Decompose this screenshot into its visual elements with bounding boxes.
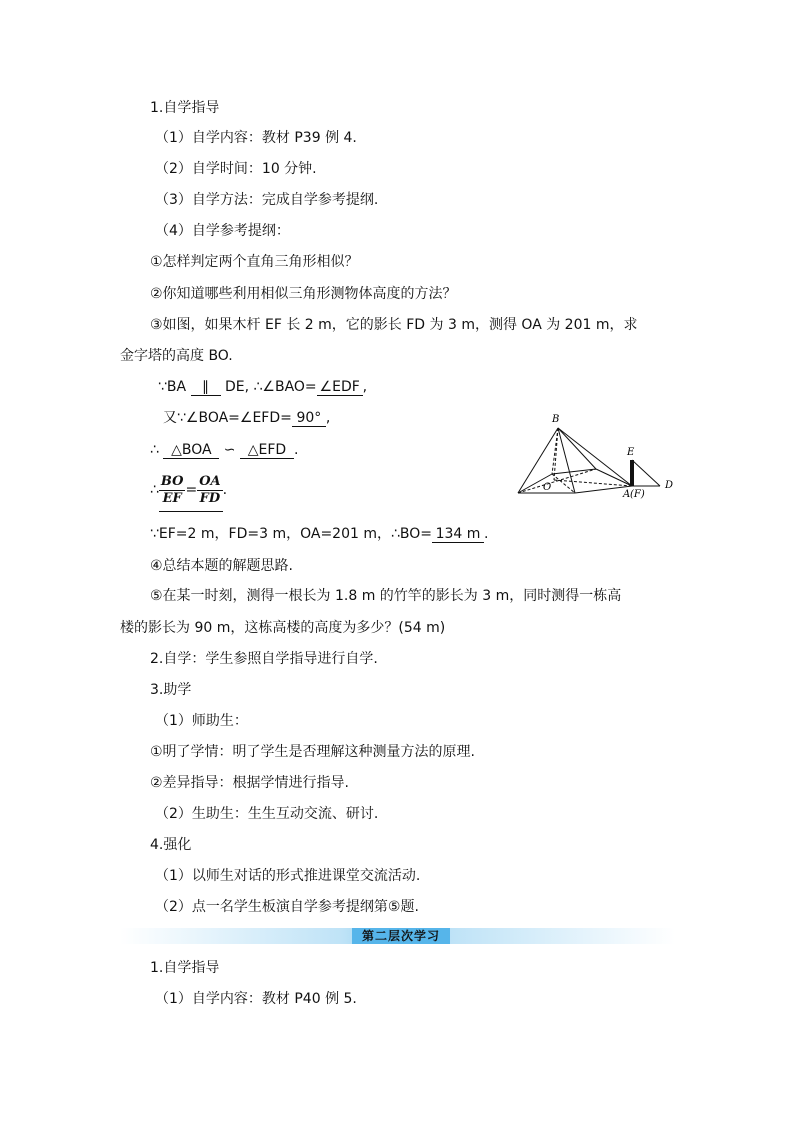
teacher-assist: （1）师助生： [155,713,248,729]
blank-parallel: ∥ [191,379,221,396]
guide-item-outline: （4）自学参考提纲： [155,223,290,239]
label-F: (F) [630,489,645,500]
blank-answer: 134 m [432,526,484,543]
guide-item-method: （3）自学方法：完成自学参考提纲. [155,192,379,208]
label-A: A [623,489,631,500]
question-3-line2: 金字塔的高度 BO. [120,348,233,364]
blank-right-angle: 90° [292,410,326,427]
section-heading: 1.自学指导 [150,100,220,116]
section-heading-2: 1.自学指导 [150,960,220,976]
teacher-assist-b: ②差异指导：根据学情进行指导. [150,775,350,791]
peer-assist: （2）生助生：生生互动交流、研讨. [155,806,379,822]
teacher-assist-a: ①明了学情：明了学生是否理解这种测量方法的原理. [150,744,475,760]
proof-line-3: ∴ △BOA ∽ △EFD . [150,442,299,458]
proof-line-5: ∵EF=2 m，FD=3 m，OA=201 m，∴BO= 134 m . [150,526,489,542]
blank-triangle-2: △EFD [240,442,294,459]
blank-angle: ∠EDF [317,379,363,396]
reinforce-item-1: （1）以师生对话的形式推进课堂交流活动. [155,868,421,884]
banner-label: 第二层次学习 [352,928,450,944]
section-heading-assist: 3.助学 [150,682,192,698]
reinforce-item-2: （2）点一名学生板演自学参考提纲第⑤题. [155,899,419,915]
label-B: B [552,414,560,425]
guide-item-content-2: （1）自学内容：教材 P40 例 5. [155,991,357,1007]
question-5-line2: 楼的影长为 90 m，这栋高楼的高度为多少？(54 m) [120,620,446,636]
fraction-oa-fd: $\frac{OA}{FD}$ [199,473,221,506]
label-O: O [543,482,552,493]
label-D: D [665,480,674,491]
pyramid-figure [510,408,680,503]
question-3-line1: ③如图，如果木杆 EF 长 2 m，它的影长 FD 为 3 m，测得 OA 为 201 m，求 [150,317,638,333]
section-heading-reinforce: 4.强化 [150,837,192,853]
ratio-blank: $\frac{BO}{EF}$ = $\frac{OA}{FD}$ [159,470,223,512]
question-2: ②你知道哪些利用相似三角形测物体高度的方法？ [150,286,457,302]
blank-triangle-1: △BOA [163,442,219,459]
proof-line-2: 又∵∠BOA=∠EFD= 90° , [163,410,331,426]
fraction-bo-ef: $\frac{BO}{EF}$ [160,473,184,506]
guide-item-time: （2）自学时间：10 分钟. [155,161,317,177]
question-1: ①怎样判定两个直角三角形相似？ [150,254,359,270]
question-5-line1: ⑤在某一时刻，测得一根长为 1.8 m 的竹竿的影长为 3 m，同时测得一栋高 [150,588,622,604]
proof-line-4: ∴ $\frac{BO}{EF}$ = $\frac{OA}{FD}$ . [150,470,227,512]
proof-line-1: ∵BA ∥ DE, ∴∠BAO= ∠EDF , [158,379,368,395]
self-study-line: 2.自学：学生参照自学指导进行自学. [150,651,378,667]
guide-item-content: （1）自学内容：教材 P39 例 4. [155,130,357,146]
question-4: ④总结本题的解题思路. [150,558,294,574]
label-E: E [627,447,635,458]
